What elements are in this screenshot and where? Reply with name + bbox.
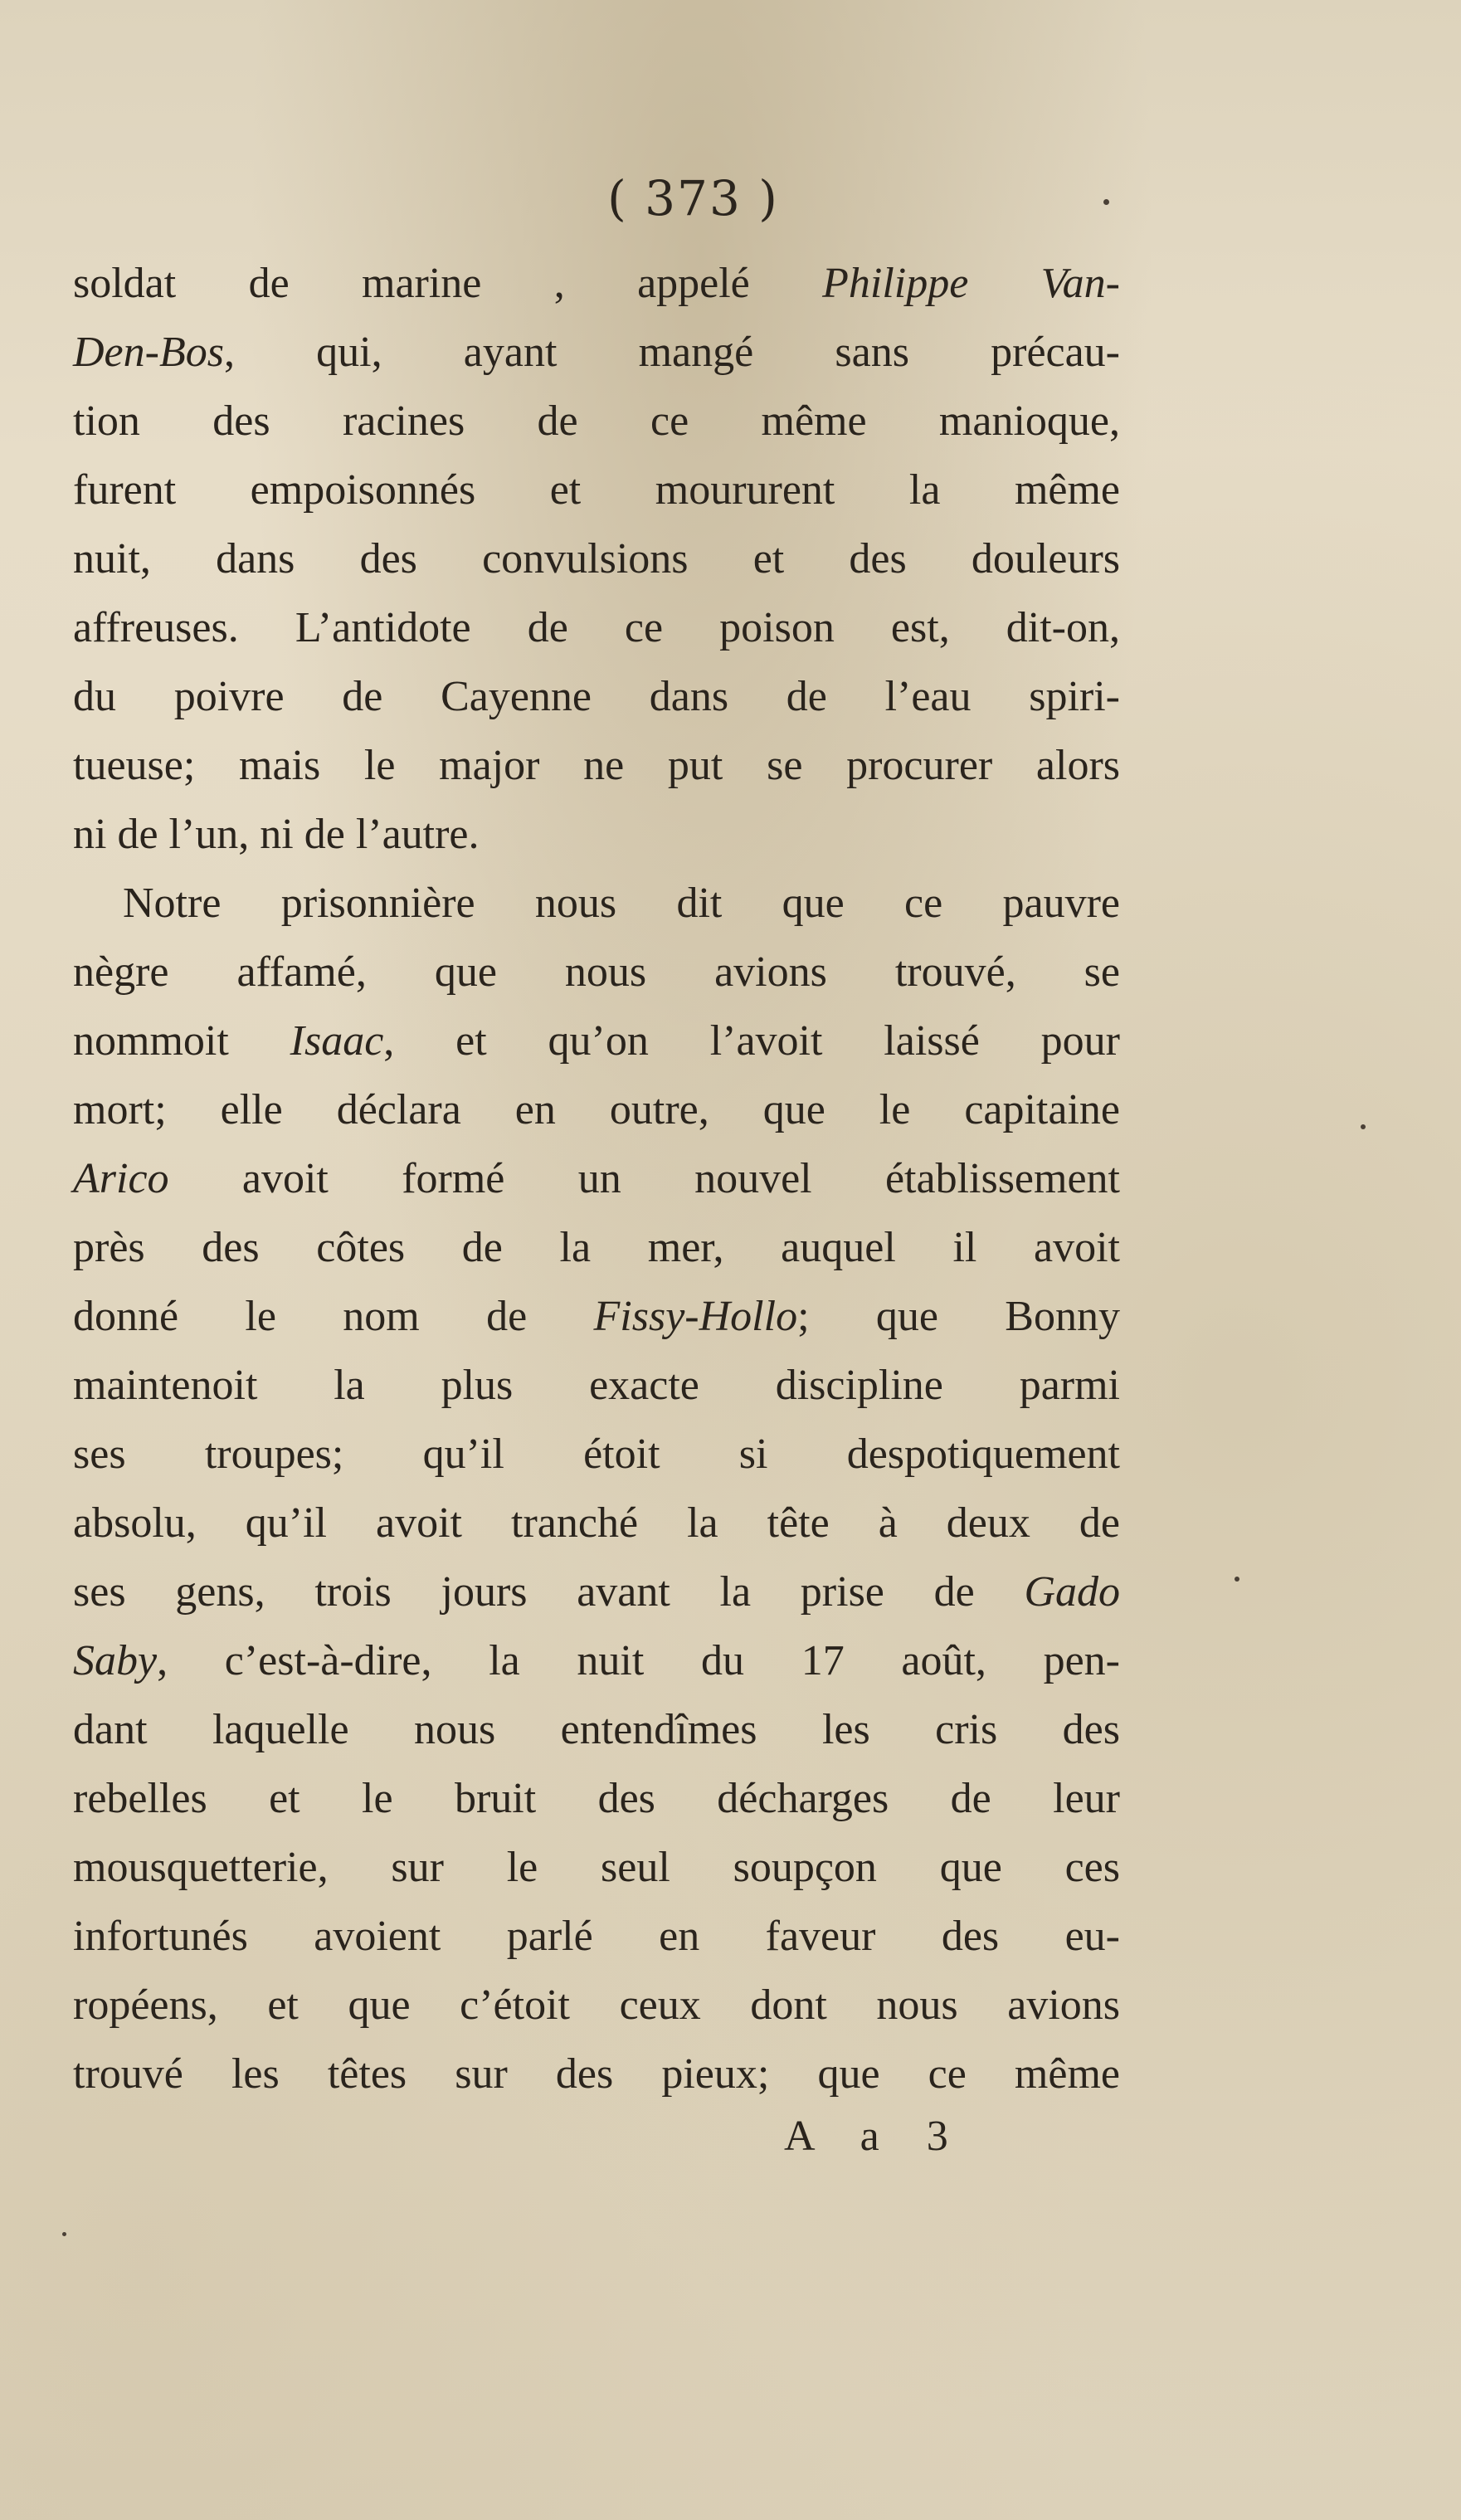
text-line: [73, 249, 1120, 318]
text-run: ses gens, trois jours avant la prise de: [73, 1568, 1025, 1616]
text-line: [73, 1282, 1120, 1351]
text-run: soldat de marine , appelé: [73, 260, 823, 307]
text-run: infortunés avoient parlé en faveur des eu-: [73, 1913, 1120, 1960]
text-run: nuit, dans des convulsions et des douleurs: [73, 535, 1120, 582]
text-run: mousquetterie, sur le seul soupçon que ces: [73, 1844, 1120, 1891]
text-run: près des côtes de la mer, auquel il avoit: [73, 1224, 1120, 1271]
text-line: [73, 1213, 1120, 1282]
text-line: [73, 1489, 1120, 1557]
signature-mark: A a 3: [784, 2113, 967, 2160]
text-run: dant laquelle nous entendîmes les cris des: [73, 1706, 1120, 1753]
text-run: , c’est-à-dire, la nuit du 17 août, pen-: [157, 1637, 1120, 1684]
text-line: [73, 1902, 1120, 1971]
text-line: [73, 2040, 1120, 2108]
text-line: [73, 1764, 1120, 1833]
text-line: [73, 1075, 1120, 1144]
text-run: ropéens, et que c’étoit ceux dont nous avions: [73, 1981, 1120, 2029]
italic-name: Arico: [73, 1155, 169, 1202]
text-line: [73, 869, 1120, 938]
text-line: [73, 318, 1120, 387]
text-line: [73, 731, 1120, 800]
text-run: ; que Bonny: [797, 1293, 1120, 1340]
text-line: [73, 1420, 1120, 1489]
page-header: [0, 170, 1461, 227]
text-line: [73, 593, 1120, 662]
italic-name: Saby: [73, 1637, 158, 1684]
italic-name: Gado: [1024, 1568, 1120, 1616]
text-run: ses troupes; qu’il étoit si despotiquement: [73, 1431, 1120, 1478]
text-line: [73, 1557, 1120, 1626]
text-run: tueuse; mais le major ne put se procurer alors: [73, 742, 1120, 789]
text-run: , et qu’on l’avoit laissé pour: [383, 1017, 1120, 1065]
text-run: affreuses. L’antidote de ce poison est, dit-on,: [73, 604, 1120, 651]
text-run: absolu, qu’il avoit tranché la tête à deux de: [73, 1499, 1120, 1547]
text-line: [73, 800, 1120, 869]
text-line: [73, 662, 1120, 731]
page-number: ( 373 ): [607, 170, 779, 227]
text-run: nègre affamé, que nous avions trouvé, se: [73, 948, 1120, 996]
italic-name: Fissy-Hollo: [593, 1293, 798, 1340]
paper-speck: [1103, 199, 1109, 205]
italic-name: Isaac: [290, 1017, 384, 1065]
text-run: Notre prisonnière nous dit que ce pauvre: [123, 880, 1120, 927]
text-run: furent empoisonnés et moururent la même: [73, 466, 1120, 514]
text-line: [73, 1833, 1120, 1902]
text-run: rebelles et le bruit des décharges de leur: [73, 1775, 1120, 1822]
text-line: [73, 387, 1120, 456]
text-run: donné le nom de: [73, 1293, 594, 1340]
text-line: [73, 1007, 1120, 1075]
italic-name: Philippe Van-: [822, 260, 1120, 307]
text-run: ni de l’un, ni de l’autre.: [73, 811, 480, 858]
paper-speck: [62, 2232, 66, 2236]
text-line: [73, 938, 1120, 1007]
text-run: mort; elle déclara en outre, que le capitaine: [73, 1086, 1120, 1133]
paper-speck: [1235, 1577, 1239, 1582]
text-run: du poivre de Cayenne dans de l’eau spiri-: [73, 673, 1120, 720]
text-run: maintenoit la plus exacte discipline parmi: [73, 1362, 1120, 1409]
text-run: tion des racines de ce même manioque,: [73, 397, 1120, 445]
paper-speck: [1361, 1124, 1366, 1129]
text-line: [73, 456, 1120, 524]
text-run: nommoit: [73, 1017, 290, 1065]
text-run: trouvé les têtes sur des pieux; que ce même: [73, 2050, 1120, 2098]
text-line: [73, 1351, 1120, 1420]
italic-name: Den-Bos: [73, 329, 224, 376]
body-text: [73, 249, 1120, 2108]
text-run: avoit formé un nouvel établissement: [168, 1155, 1120, 1202]
text-line: [73, 524, 1120, 593]
text-line: [73, 1971, 1120, 2040]
text-line: [73, 1626, 1120, 1695]
text-line: [73, 1144, 1120, 1213]
text-line: [73, 1695, 1120, 1764]
text-run: , qui, ayant mangé sans précau-: [223, 329, 1120, 376]
